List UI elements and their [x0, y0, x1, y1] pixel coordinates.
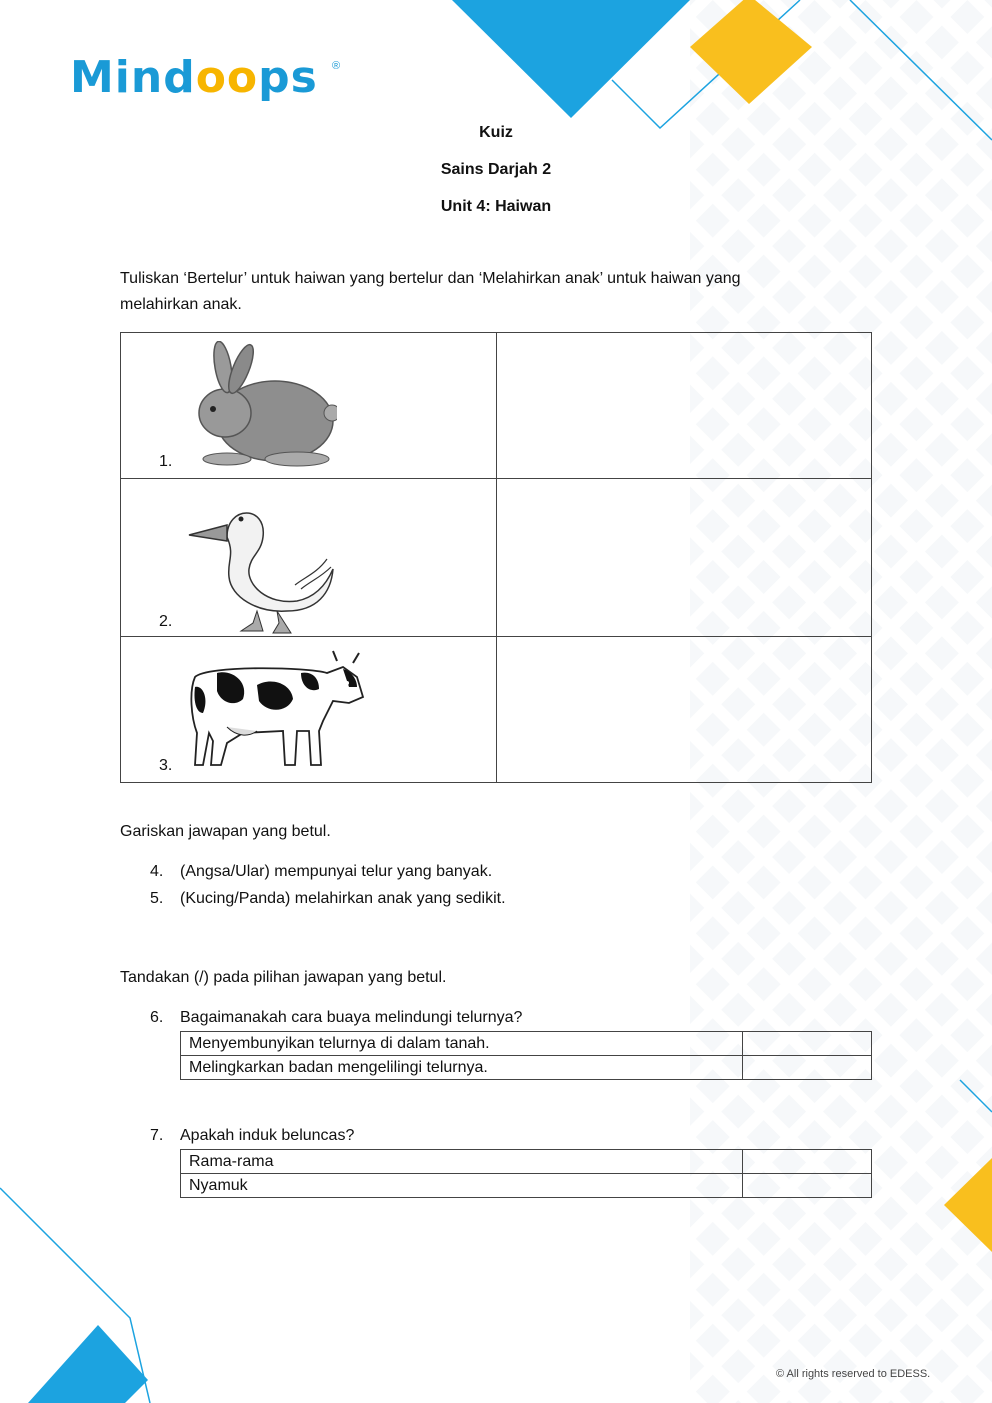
answer-cell-3[interactable] — [497, 637, 872, 783]
subject-title: Sains Darjah 2 — [440, 161, 552, 178]
table-row — [181, 1032, 872, 1056]
animal-cell-2 — [121, 479, 497, 637]
table-row — [181, 1174, 872, 1198]
answer-cell-1[interactable] — [497, 333, 872, 479]
item-number: 1. — [159, 453, 173, 470]
rabbit-icon — [187, 341, 337, 469]
mindloops-logo — [70, 52, 341, 103]
option-text: Melingkarkan badan mengelilingi telurnya. — [181, 1056, 743, 1080]
question-7: 7. Apakah induk beluncas? — [150, 1127, 355, 1144]
option-text: Rama-rama — [181, 1150, 743, 1174]
section2-questions — [150, 858, 506, 912]
logo-text: Mindoops — [70, 52, 318, 103]
question-6: 6. Bagaimanakah cara buaya melindungi telurnya? — [150, 1009, 523, 1026]
section3-instruction: Tandakan (/) pada pilihan jawapan yang betul. — [120, 969, 447, 986]
logo-registered-mark: ® — [332, 60, 341, 72]
table-row — [181, 1150, 872, 1174]
table-row — [121, 479, 872, 637]
animal-cell-3 — [121, 637, 497, 783]
tick-box[interactable] — [743, 1150, 872, 1174]
animal-cell-1 — [121, 333, 497, 479]
table-row — [121, 333, 872, 479]
tick-box[interactable] — [743, 1032, 872, 1056]
question-6-options — [180, 1031, 872, 1080]
table-row — [181, 1056, 872, 1080]
question-7-options — [180, 1149, 872, 1198]
section1-instruction: Tuliskan ‘Bertelur’ untuk haiwan yang bertelur dan ‘Melahirkan anak’ untuk haiwan yang melahirkan anak. — [120, 270, 741, 313]
section2-instruction: Gariskan jawapan yang betul. — [120, 823, 331, 840]
answer-cell-2[interactable] — [497, 479, 872, 637]
item-number: 2. — [159, 613, 173, 630]
duck-icon — [187, 485, 337, 635]
item-number: 3. — [159, 757, 173, 774]
animal-answer-table — [120, 332, 872, 783]
tick-box[interactable] — [743, 1056, 872, 1080]
cow-icon — [187, 647, 367, 772]
unit-title: Unit 4: Haiwan — [440, 198, 552, 215]
table-row — [121, 637, 872, 783]
option-text: Menyembunyikan telurnya di dalam tanah. — [181, 1032, 743, 1056]
copyright-footer: © All rights reserved to EDESS. — [776, 1368, 931, 1380]
quiz-title: Kuiz — [479, 124, 513, 141]
option-text: Nyamuk — [181, 1174, 743, 1198]
list-item: 5. (Kucing/Panda) melahirkan anak yang sedikit. — [150, 890, 506, 907]
list-item: 4. (Angsa/Ular) mempunyai telur yang banyak. — [150, 863, 493, 880]
tick-box[interactable] — [743, 1174, 872, 1198]
